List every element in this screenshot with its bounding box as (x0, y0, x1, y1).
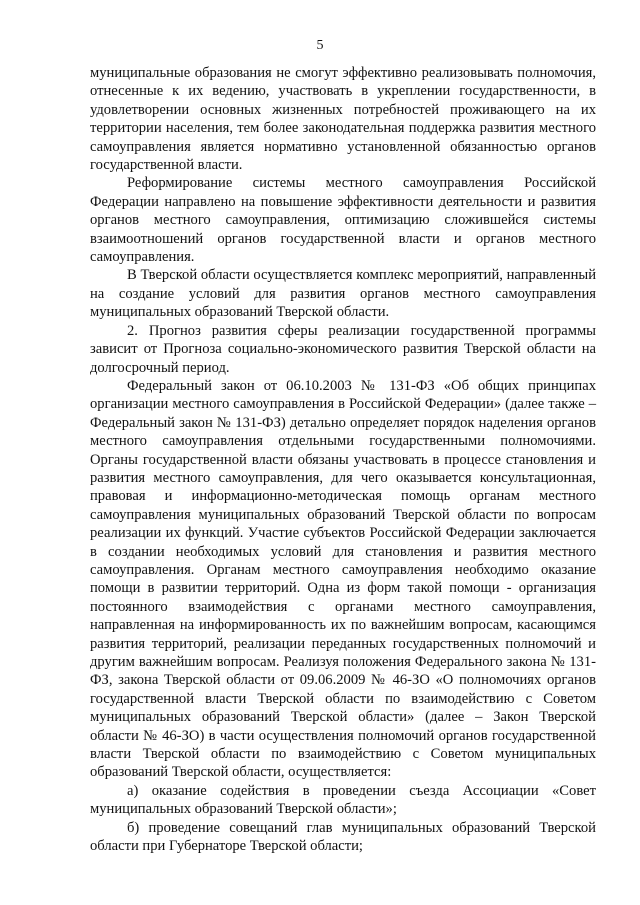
paragraph-tver-measures: В Тверской области осуществляется комплекс мероприятий, направленный на создание условий для развития органов местного самоуправления муниципальных образований Тверской области. (90, 267, 596, 321)
document-body (90, 64, 596, 855)
paragraph-reform: Реформирование системы местного самоуправления Российской Федерации направлено на повышение эффективности деятельности и развития органов местного самоуправления, оптимизацию сложившейся системы взаимоотношений органов государственной власти и органов местного самоуправления. (90, 175, 596, 266)
list-item-a: а) оказание содействия в проведении съезда Ассоциации «Совет муниципальных образований Тверской области»; (90, 782, 596, 818)
page-number: 5 (316, 38, 324, 53)
paragraph-federal-law: Федеральный закон от 06.10.2003 № 131-ФЗ «Об общих принципах организации местного самоуправления в Российской Федерации» (далее также – Федеральный закон № 131-ФЗ) детально определяет порядок наделения органов местного самоуправления отдельными государственными полномочиями. Органы государственной власти обязаны участвовать в процессе становления и развития местного самоуправления, для чего оказывается консультационная, правовая и информационно-методическая помощь органам местного самоуправления муниципальных образований Тверской области по вопросам реализации их функций. Участие субъектов Российской Федерации заключается в создании необходимых условий для становления и развития местного самоуправления. Органам местного самоуправления необходимо оказание помощи в развитии территорий. Одна из форм такой помощи - организация постоянного взаимодействия с органами местного самоуправления, направленная на информированность их по важнейшим вопросам, касающимся развития территорий, реализации переданных государственных полномочий и другим важнейшим вопросам. Реализуя положения Федерального закона № 131-ФЗ, закона Тверской области от 09.06.2009 № 46-ЗО «О полномочиях органов государственной власти Тверской области по взаимодействию с Советом муниципальных образований Тверской области» (далее – Закон Тверской области № 46-ЗО) в части осуществления полномочий органов государственной власти Тверской области по взаимодействию с Советом муниципальных образований Тверской области, осуществляется: (90, 377, 596, 781)
list-item-b: б) проведение совещаний глав муниципальных образований Тверской области при Губернаторе Тверской области; (90, 819, 596, 855)
paragraph-continuation: муниципальные образования не смогут эффективно реализовывать полномочия, отнесенные к их ведению, участвовать в укреплении государственности, в удовлетворении основных жизненных потребностей проживающего на их территории населения, тем более законодательная поддержка развития местного самоуправления является нормативно установленной обязанностью органов государственной власти. (90, 65, 596, 174)
paragraph-forecast: 2. Прогноз развития сферы реализации государственной программы зависит от Прогноза социально-экономического развития Тверской области на долгосрочный период. (90, 322, 596, 376)
